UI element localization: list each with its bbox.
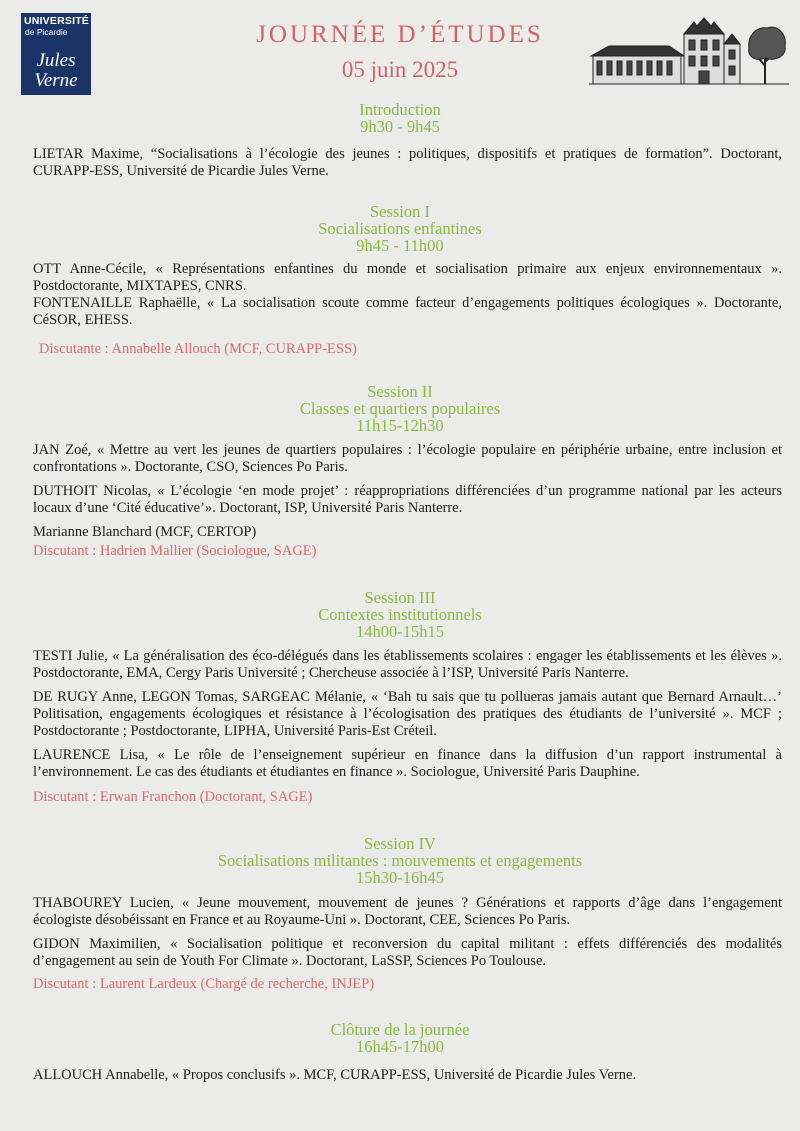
section-title: Introduction [359, 100, 441, 119]
session-2-entry-jan: JAN Zoé, « Mettre au vert les jeunes de quartiers populaires : l’écologie populaire en périphérie urbaine, entre inclusion et confrontations ». Doctorante, CSO, Sciences Po Paris. [33, 442, 782, 475]
section-heading-introduction [100, 101, 700, 135]
section-time: 16h45-17h00 [356, 1037, 444, 1056]
section-heading-closing [100, 1021, 700, 1055]
session-4-discussant: Discutant : Laurent Lardeux (Chargé de recherche, INJEP) [33, 976, 375, 992]
section-heading-session-1 [100, 203, 700, 254]
university-logo [21, 13, 91, 95]
session-1-discussant: Discutante : Annabelle Allouch (MCF, CURAPP-ESS) [39, 341, 357, 357]
section-time: 11h15-12h30 [356, 416, 444, 435]
event-date: 05 juin 2025 [341, 57, 459, 82]
session-3-entry-de-rugy: DE RUGY Anne, LEGON Tomas, SARGEAC Mélanie, « ‘Bah tu sais que tu pollueras jamais autant que Bernard Arnault…’ Politisation, engagements écologiques et résistance à l’écologisation des pratiques des étudiants de l’université ». MCF ; Postdoctorante ; Postdoctorante, LIPHA, Université Paris-Est Créteil. [33, 689, 782, 739]
section-title: Session IV [364, 834, 436, 853]
session-3-discussant: Discutant : Erwan Franchon (Doctorant, SAGE) [33, 789, 313, 805]
section-heading-session-3 [100, 589, 700, 640]
logo-line-2: de Picardie [25, 27, 68, 37]
session-2-entry-blanchard: Marianne Blanchard (MCF, CERTOP) [33, 524, 257, 540]
section-title: Session II [367, 382, 433, 401]
section-subtitle: Socialisations militantes : mouvements et engagements [217, 851, 583, 870]
logo-line-1: UNIVERSITÉ [24, 15, 90, 27]
session-1-entry-fontenaille: FONTENAILLE Raphaëlle, « La socialisation scoute comme facteur d’engagements politiques écologiques ». Doctorante, CéSOR, EHESS. [33, 295, 782, 328]
section-title: Clôture de la journée [330, 1020, 470, 1039]
page-title: JOURNÉE D’ÉTUDES [256, 21, 544, 48]
section-heading-session-4 [100, 835, 700, 886]
session-3-entry-testi: TESTI Julie, « La généralisation des éco-délégués dans les établissements scolaires : engager les établissements et les élèves ». Postdoctorante, EMA, Cergy Paris Université ; Chercheuse associée à l’ISP, Université Paris Nanterre. [33, 648, 782, 681]
session-3-entry-laurence: LAURENCE Lisa, « Le rôle de l’enseignement supérieur en finance dans la diffusion d’un rapport instrumental à l’environnement. Le cas des étudiants et étudiantes en finance ». Sociologue, Université Paris Dauphine. [33, 747, 782, 780]
session-4-entry-gidon: GIDON Maximilien, « Socialisation politique et reconversion du capital militant : effets différenciés des modalités d’engagement au sein de Youth For Climate ». Doctorant, LaSSP, Sciences Po Toulouse. [33, 936, 782, 969]
session-4-entry-thabourey: THABOUREY Lucien, « Jeune mouvement, mouvement de jeunes ? Générations et rapports d’âge dans l’engagement écologiste désobéissant en France et au Royaume-Uni ». Doctorant, CEE, Sciences Po Paris. [33, 895, 782, 928]
section-title: Session III [364, 588, 436, 607]
section-subtitle: Classes et quartiers populaires [299, 399, 501, 418]
section-heading-session-2 [100, 383, 700, 434]
section-title: Session I [369, 202, 431, 221]
section-time: 9h45 - 11h00 [356, 236, 444, 255]
building-tree-illustration [589, 16, 789, 88]
logo-line-3: Jules Verne [34, 50, 78, 91]
section-time: 14h00-15h15 [356, 622, 444, 641]
closing-entry-allouch: ALLOUCH Annabelle, « Propos conclusifs ». MCF, CURAPP-ESS, Université de Picardie Jules Verne. [33, 1067, 637, 1083]
section-time: 15h30-16h45 [356, 868, 444, 887]
section-time: 9h30 - 9h45 [360, 117, 440, 136]
session-2-discussant: Discutant : Hadrien Mallier (Sociologue, SAGE) [33, 543, 317, 559]
intro-entry-lietar: LIETAR Maxime, “Socialisations à l’écologie des jeunes : politiques, dispositifs et pratiques de formation”. Doctorant, CURAPP-ESS, Université de Picardie Jules Verne. [33, 146, 782, 179]
session-2-entry-duthoit: DUTHOIT Nicolas, « L’écologie ‘en mode projet’ : réappropriations différenciées d’un programme national par les acteurs locaux d’une ‘Cité éducative’». Doctorant, ISP, Université Paris Nanterre. [33, 483, 782, 516]
session-1-entry-ott: OTT Anne-Cécile, « Représentations enfantines du monde et socialisation primaire aux enjeux environnementaux ». Postdoctorante, MIXTAPES, CNRS. [33, 261, 782, 294]
section-subtitle: Contextes institutionnels [318, 605, 482, 624]
section-subtitle: Socialisations enfantines [318, 219, 482, 238]
